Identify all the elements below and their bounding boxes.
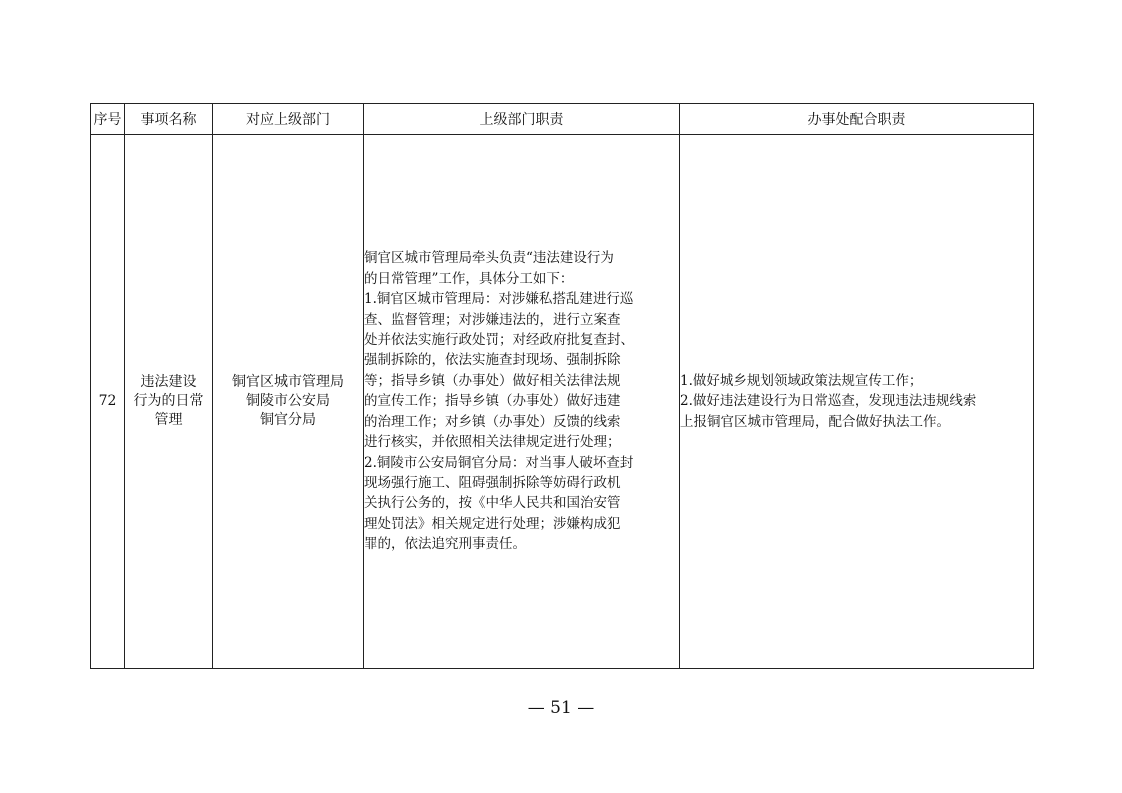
department-line: 铜官分局 [260, 412, 316, 428]
duties-line: 查、监督管理；对涉嫌违法的，进行立案查 [364, 311, 621, 328]
responsibility-table [90, 103, 1034, 669]
table-row [91, 135, 1034, 669]
cooperation-line: 1.做好城乡规划领域政策法规宣传工作； [680, 372, 923, 389]
header-superior-department: 对应上级部门 [213, 104, 364, 135]
item-name-cell [125, 135, 213, 669]
duties-line: 进行核实，并依照相关法律规定进行处理； [364, 434, 621, 451]
page-number: — 51 — [527, 698, 595, 718]
item-name-line: 管理 [154, 412, 183, 428]
duties-line: 2.铜陵市公安局铜官分局：对当事人破坏查封 [364, 454, 634, 471]
duties-line: 现场强行施工、阻碍强制拆除等妨碍行政机 [364, 474, 621, 491]
duties-line: 强制拆除的，依法实施查封现场、强制拆除 [364, 352, 621, 369]
cooperation-line: 上报铜官区城市管理局，配合做好执法工作。 [680, 413, 950, 430]
department-line: 铜陵市公安局 [246, 393, 330, 409]
header-item-name: 事项名称 [125, 104, 213, 135]
superior-duties-cell [364, 135, 680, 669]
office-cooperation-cell [680, 135, 1034, 669]
duties-line: 罪的，依法追究刑事责任。 [364, 536, 526, 553]
item-name-line: 行为的日常 [133, 393, 204, 409]
header-number: 序号 [91, 104, 125, 135]
table-header-row [91, 104, 1034, 135]
duties-line: 的日常管理”工作，具体分工如下： [364, 270, 574, 287]
duties-line: 处并依法实施行政处罚；对经政府批复查封、 [364, 332, 634, 349]
row-number: 72 [91, 135, 125, 669]
department-cell [213, 135, 364, 669]
duties-line: 理处罚法》相关规定进行处理；涉嫌构成犯 [364, 515, 621, 532]
duties-line: 的宣传工作；指导乡镇（办事处）做好违建 [364, 393, 621, 410]
header-superior-duties: 上级部门职责 [364, 104, 680, 135]
header-office-cooperation: 办事处配合职责 [680, 104, 1034, 135]
duties-line: 的治理工作；对乡镇（办事处）反馈的线索 [364, 413, 621, 430]
duties-line: 关执行公务的，按《中华人民共和国治安管 [364, 495, 621, 512]
cooperation-line: 2.做好违法建设行为日常巡查，发现违法违规线索 [680, 393, 977, 410]
duties-line: 铜官区城市管理局牵头负责“违法建设行为 [364, 250, 614, 267]
duties-line: 等；指导乡镇（办事处）做好相关法律法规 [364, 372, 621, 389]
department-line: 铜官区城市管理局 [232, 374, 344, 390]
item-name-line: 违法建设 [140, 374, 197, 390]
duties-line: 1.铜官区城市管理局：对涉嫌私搭乱建进行巡 [364, 291, 634, 308]
